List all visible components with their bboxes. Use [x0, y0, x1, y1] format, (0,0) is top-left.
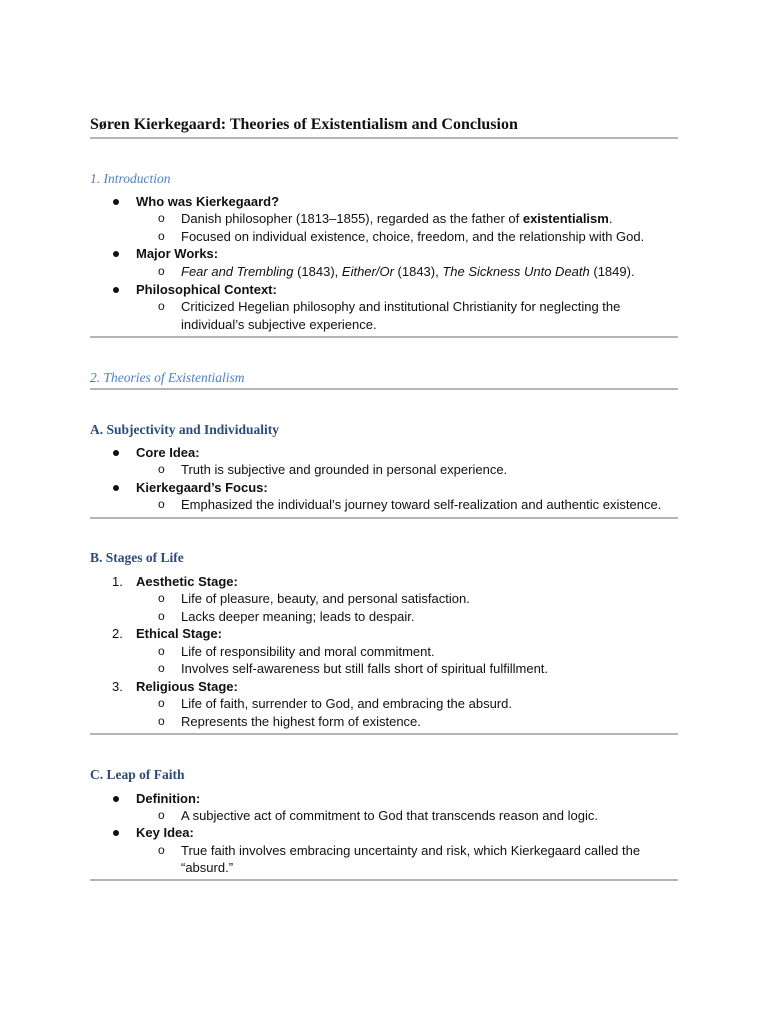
context-label: Philosophical Context:	[136, 282, 277, 297]
focus-text: Emphasized the individual’s journey toward self-realization and authentic existence.	[181, 497, 662, 512]
core-text: Truth is subjective and grounded in personal experience.	[181, 462, 508, 477]
bullet-icon	[113, 287, 119, 293]
list-number: 2.	[112, 626, 123, 641]
section-divider	[90, 336, 678, 338]
who-label: Who was Kierkegaard?	[136, 194, 280, 209]
core-label: Core Idea:	[136, 445, 200, 460]
subjectivity-heading: A. Subjectivity and Individuality	[90, 422, 280, 437]
sub-bullet-icon: o	[158, 808, 165, 822]
bullet-icon	[113, 450, 119, 456]
sub-bullet-icon: o	[158, 843, 165, 857]
sub-bullet-icon: o	[158, 462, 165, 476]
definition-label: Definition:	[136, 791, 201, 806]
religious-label: Religious Stage:	[136, 679, 238, 694]
sub-bullet-icon: o	[158, 211, 165, 225]
sub-bullet-icon: o	[158, 264, 165, 278]
bullet-icon	[113, 485, 119, 491]
bullet-icon	[113, 796, 119, 802]
ethical-label: Ethical Stage:	[136, 626, 222, 641]
who-line-1: Danish philosopher (1813–1855), regarded as the father of existentialism.	[181, 211, 613, 226]
definition-text: A subjective act of commitment to God that transcends reason and logic.	[181, 808, 598, 823]
sub-bullet-icon: o	[158, 229, 165, 243]
aesthetic-line-1: Life of pleasure, beauty, and personal satisfaction.	[181, 591, 470, 606]
sub-bullet-icon: o	[158, 591, 165, 605]
bullet-icon	[113, 251, 119, 257]
sub-bullet-icon: o	[158, 661, 165, 675]
section-divider	[90, 388, 678, 390]
section-divider	[90, 733, 678, 735]
sub-bullet-icon: o	[158, 299, 165, 313]
section-divider	[90, 879, 678, 881]
section-divider	[90, 517, 678, 519]
title-divider	[90, 137, 678, 139]
bullet-icon	[113, 199, 119, 205]
bullet-icon	[113, 830, 119, 836]
sub-bullet-icon: o	[158, 714, 165, 728]
page-title: Søren Kierkegaard: Theories of Existentialism and Conclusion	[90, 116, 518, 133]
ethical-line-2: Involves self-awareness but still falls short of spiritual fulfillment.	[181, 661, 549, 676]
list-number: 3.	[112, 679, 123, 694]
key-label: Key Idea:	[136, 825, 194, 840]
leap-heading: C. Leap of Faith	[90, 767, 185, 782]
ethical-line-1: Life of responsibility and moral commitment.	[181, 644, 435, 659]
stages-heading: B. Stages of Life	[90, 550, 184, 565]
sub-bullet-icon: o	[158, 609, 165, 623]
key-line-2: “absurd.”	[181, 860, 234, 875]
focus-label: Kierkegaard’s Focus:	[136, 480, 268, 495]
aesthetic-label: Aesthetic Stage:	[136, 574, 238, 589]
key-line-1: True faith involves embracing uncertainty and risk, which Kierkegaard called the	[181, 843, 641, 858]
list-number: 1.	[112, 574, 123, 589]
religious-line-1: Life of faith, surrender to God, and embracing the absurd.	[181, 696, 512, 711]
works-label: Major Works:	[136, 246, 219, 261]
context-line-1: Criticized Hegelian philosophy and institutional Christianity for neglecting the	[181, 299, 621, 314]
context-line-2: individual’s subjective experience.	[181, 317, 377, 332]
sub-bullet-icon: o	[158, 497, 165, 511]
aesthetic-line-2: Lacks deeper meaning; leads to despair.	[181, 609, 415, 624]
sub-bullet-icon: o	[158, 644, 165, 658]
intro-heading: 1. Introduction	[90, 171, 171, 186]
theories-heading: 2. Theories of Existentialism	[90, 370, 245, 385]
religious-line-2: Represents the highest form of existence.	[181, 714, 421, 729]
who-line-2: Focused on individual existence, choice, freedom, and the relationship with God.	[181, 229, 645, 244]
works-line: Fear and Trembling (1843), Either/Or (1843), The Sickness Unto Death (1849).	[181, 264, 635, 279]
sub-bullet-icon: o	[158, 696, 165, 710]
